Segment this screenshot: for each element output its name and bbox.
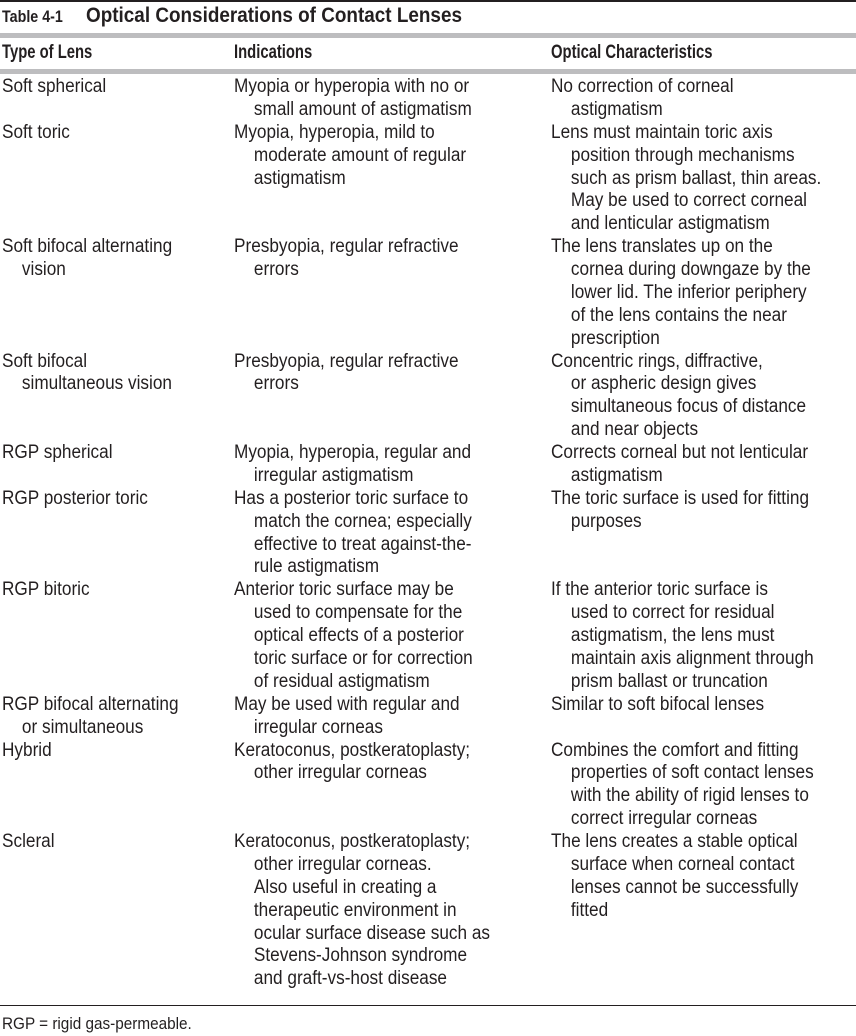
cell-text-line: RGP posterior toric [2,487,148,509]
cell-indications [234,740,495,786]
cell-text-line: Corrects corneal but not lenticular [551,442,809,464]
cell-text-line: other irregular corneas [253,762,427,784]
cell-text-line: Presbyopia, regular refractive [234,236,459,258]
cell-optical [551,76,753,122]
column-header-indications: Indications [234,42,313,63]
column-header-optical: Optical Characteristics [551,42,713,63]
cell-text-line: or simultaneous [21,716,144,738]
cell-text-line: errors [253,373,299,395]
cell-type [2,442,124,465]
cell-indications [234,442,496,488]
cell-text-line: used to compensate for the [253,602,463,624]
cell-text-line: other irregular corneas. [253,853,432,875]
cell-text-line: maintain axis alignment through [570,647,814,669]
cell-text-line: lenses cannot be successfully [570,876,799,898]
cell-text-line: moderate amount of regular [253,144,467,166]
cell-type [2,694,197,740]
cell-text-line: RGP bitoric [2,579,90,601]
cell-text-line: purposes [570,510,642,532]
cell-indications [234,351,482,397]
cell-type [2,579,99,602]
cell-text-line: prism ballast or truncation [570,670,768,692]
cell-indications [234,236,482,282]
cell-text-line: astigmatism [570,98,663,120]
cell-optical [551,122,850,236]
cell-text-line: match the cornea; especially [253,510,472,532]
cell-indications [234,579,498,693]
cell-optical [551,442,835,488]
cell-text-line: simultaneous focus of distance [570,396,807,418]
cell-optical [551,831,824,923]
cell-text-line: Combines the comfort and fitting [551,739,799,761]
cell-type [2,236,190,282]
cell-text-line: May be used with regular and [234,693,460,715]
cell-text-line: RGP bifocal alternating [2,693,179,715]
cell-indications [234,694,483,740]
cell-text-line: such as prism ballast, thin areas. [570,167,822,189]
cell-text-line: Stevens-Johnson syndrome [253,945,468,967]
column-header-type: Type of Lens [2,42,93,63]
cell-text-line: fitted [570,899,609,921]
cell-text-line: Presbyopia, regular refractive [234,350,459,372]
cell-text-line: Has a posterior toric surface to [234,487,469,509]
cell-text-line: astigmatism, the lens must [570,625,775,647]
cell-text-line: Soft bifocal [2,350,88,372]
cell-text-line: Keratoconus, postkeratoplasty; [234,739,471,761]
cell-type [2,76,117,99]
cell-indications [234,76,497,122]
cell-text-line: Myopia, hyperopia, mild to [234,121,435,143]
cell-optical [551,236,838,350]
cell-text-line: errors [253,259,299,281]
cell-text-line: effective to treat against-the- [253,533,472,555]
cell-text-line: prescription [570,327,660,349]
cell-text-line: The lens creates a stable optical [551,831,798,853]
cell-text-line: of residual astigmatism [253,670,430,692]
cell-indications [234,831,517,991]
cell-text-line: Soft bifocal alternating [2,236,173,258]
cell-text-line: RGP spherical [2,442,113,464]
cell-text-line: Anterior toric surface may be [234,579,454,601]
cell-text-line: or aspheric design gives [570,373,757,395]
cell-text-line: Similar to soft bifocal lenses [551,693,765,715]
cell-text-line: If the anterior toric surface is [551,579,768,601]
cell-type [2,351,190,397]
cell-text-line: with the ability of rigid lenses to [570,785,809,807]
cell-text-line: Myopia, hyperopia, regular and [234,442,472,464]
cell-optical [551,351,833,443]
cell-text-line: Myopia or hyperopia with no or [234,76,470,97]
cell-type [2,122,77,145]
cell-text-line: Also useful in creating a [253,876,437,898]
cell-text-line: Soft toric [2,121,70,143]
cell-text-line: Hybrid [2,739,52,761]
cell-text-line: The toric surface is used for fitting [551,487,810,509]
cell-type [2,831,60,854]
cell-text-line: astigmatism [570,464,663,486]
cell-text-line: No correction of corneal [551,76,734,97]
cell-optical [551,740,841,832]
cell-text-line: surface when corneal contact [570,853,795,875]
cell-text-line: position through mechanisms [570,144,795,166]
cell-text-line: of the lens contains the near [570,304,787,326]
cell-text-line: and near objects [570,419,699,441]
cell-text-line: astigmatism [253,167,346,189]
cell-text-line: Keratoconus, postkeratoplasty; [234,831,471,853]
cell-text-line: small amount of astigmatism [253,98,472,120]
table-title: Optical Considerations of Contact Lenses [86,4,462,27]
cell-text-line: Soft spherical [2,76,107,97]
cell-text-line: cornea during downgaze by the [570,259,811,281]
cell-type [2,488,163,511]
cell-optical [551,579,841,693]
cell-text-line: rule astigmatism [253,556,380,578]
cell-optical [551,488,836,534]
title-rule [0,33,856,38]
cell-indications [234,488,497,580]
cell-text-line: The lens translates up on the [551,236,773,258]
table-bottom-border [0,1005,856,1006]
cell-text-line: toric surface or for correction [253,647,473,669]
cell-text-line: optical effects of a posterior [253,625,464,647]
cell-text-line: irregular corneas [253,716,383,738]
cell-text-line: and graft-vs-host disease [253,968,447,990]
cell-text-line: Concentric rings, diffractive, [551,350,763,372]
table-number: Table 4-1 [2,7,63,26]
cell-text-line: properties of soft contact lenses [570,762,814,784]
cell-text-line: and lenticular astigmatism [570,213,770,235]
table-caption [2,4,504,32]
cell-text-line: Lens must maintain toric axis [551,121,773,143]
cell-text-line: lower lid. The inferior periphery [570,281,807,303]
cell-optical [551,694,787,717]
cell-type [2,740,57,763]
cell-text-line: correct irregular corneas [570,808,758,830]
cell-indications [234,122,490,191]
cell-text-line: ocular surface disease such as [253,922,491,944]
cell-text-line: Scleral [2,831,55,853]
cell-text-line: simultaneous vision [21,373,172,395]
cell-text-line: May be used to correct corneal [570,190,807,212]
table-footnote: RGP = rigid gas-permeable. [2,1014,192,1033]
cell-text-line: therapeutic environment in [253,899,457,921]
cell-text-line: irregular astigmatism [253,464,414,486]
cell-text-line: used to correct for residual [570,602,775,624]
header-rule [0,69,856,74]
cell-text-line: vision [21,259,66,281]
table-top-border [0,0,856,2]
